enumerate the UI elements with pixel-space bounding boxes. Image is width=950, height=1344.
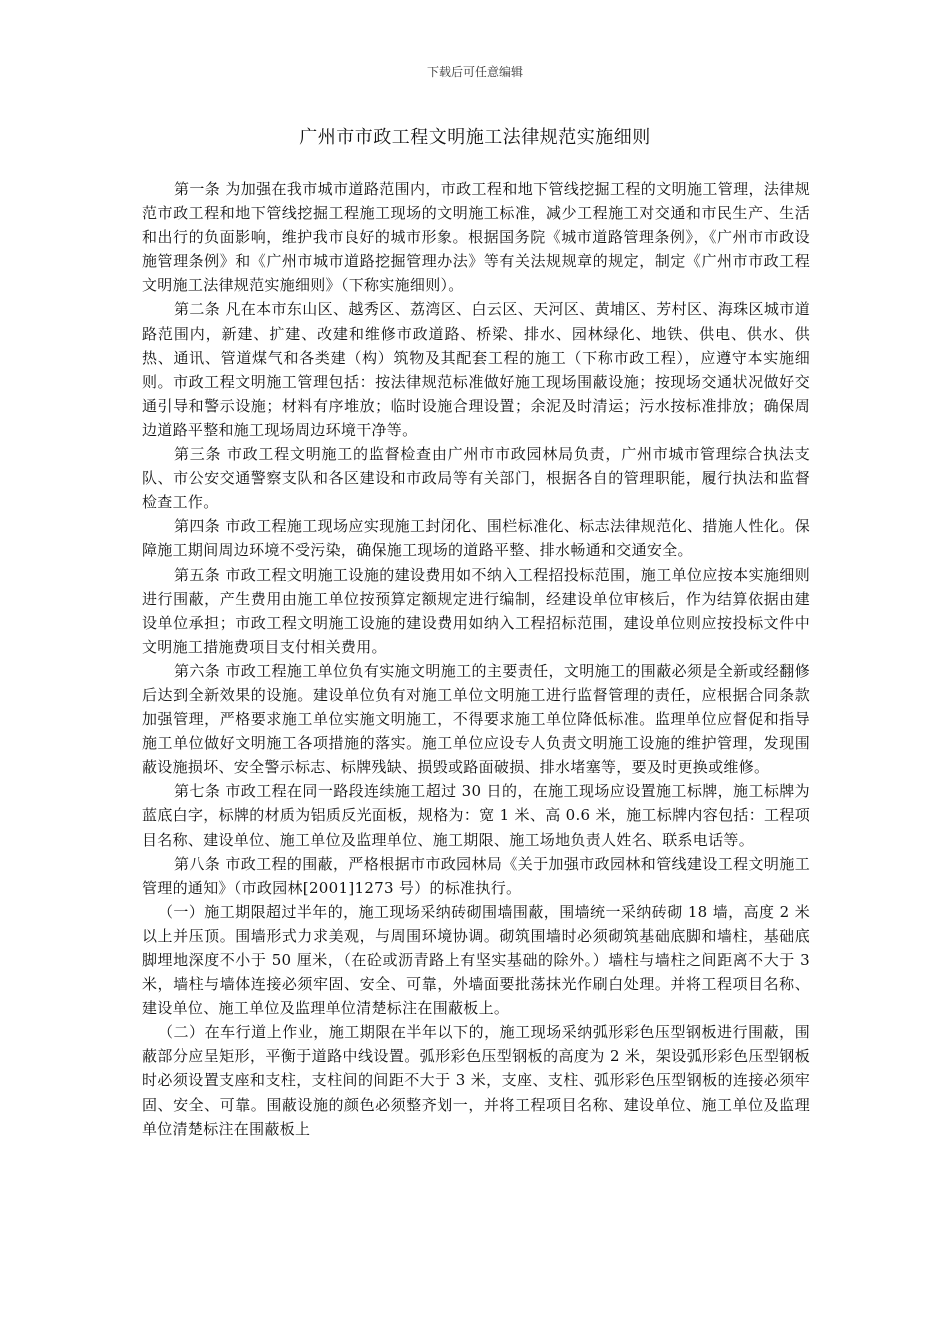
header-note: 下载后可任意编辑 xyxy=(426,65,523,79)
article-8-item-2-paragraph: （二）在车行道上作业，施工期限在半年以下的，施工现场采纳弧形彩色压型钢板进行围蔽，围蔽部分应呈矩形，平衡于道路中线设置。弧形彩色压型钢板的高度为 2 米，架设弧形彩色压型钢板时必须设置支座和支柱，支柱间的间距不大于 3 米，支座、支柱、弧形彩色压型钢板的连接必须牢固、安全、可靠。围蔽设施的颜色必须整齐划一，并将工程项目名称、建设单位、施工单位及监理单位清楚标注在围蔽板上 xyxy=(142,1023,810,1138)
article-3-paragraph: 第三条 市政工程文明施工的监督检查由广州市市政园林局负责，广州市城市管理综合执法支队、市公安交通警察支队和各区建设和市政局等有关部门，根据各自的管理职能，履行执法和监督检查工作。 xyxy=(142,445,810,512)
article-8-item-1-paragraph: （一）施工期限超过半年的，施工现场采纳砖砌围墙围蔽，围墙统一采纳砖砌 18 墙，高度 2 米以上并压顶。围墙形式力求美观，与周围环境协调。砌筑围墙时必须砌筑基础底脚和墙柱，基础底脚埋地深度不小于 50 厘米，（在砼或沥青路上有坚实基础的除外。）墙柱与墙柱之间距离不大于 3 米，墙柱与墙体连接必须牢固、安全、可靠，外墙面要批荡抹光作刷白处理。并将工程项目名称、建设单位、施工单位及监理单位清楚标注在围蔽板上。 xyxy=(142,902,810,1018)
article-5-paragraph: 第五条 市政工程文明施工设施的建设费用如不纳入工程招投标范围，施工单位应按本实施细则进行围蔽，产生费用由施工单位按预算定额规定进行编制，经建设单位审核后，作为结算依据由建设单位承担；市政工程文明施工设施的建设费用如纳入工程招标范围，建设单位则应按投标文件中文明施工措施费项目支付相关费用。 xyxy=(142,565,810,656)
article-7-paragraph: 第七条 市政工程在同一路段连续施工超过 30 日的，在施工现场应设置施工标牌，施工标牌为蓝底白字，标牌的材质为铝质反光面板，规格为：宽 1 米、高 0.6 米，施工标牌内容包括：工程项目名称、建设单位、施工单位及监理单位、施工期限、施工场地负责人姓名、联系电话等。 xyxy=(142,782,810,849)
article-4-paragraph: 第四条 市政工程施工现场应实现施工封闭化、围栏标准化、标志法律规范化、措施人性化。保障施工期间周边环境不受污染，确保施工现场的道路平整、排水畅通和交通安全。 xyxy=(142,517,810,560)
article-1-paragraph: 第一条 为加强在我市城市道路范围内，市政工程和地下管线挖掘工程的文明施工管理，法律规范市政工程和地下管线挖掘工程施工现场的文明施工标准，减少工程施工对交通和市民生产、生活和出行的负面影响，维护我市良好的城市形象。根据国务院《城市道路管理条例》，《广州市市政设施管理条例》和《广州市城市道路挖掘管理办法》等有关法规规章的规定，制定《广州市市政工程文明施工法律规范实施细则》（下称实施细则）。 xyxy=(142,180,810,295)
article-6-paragraph: 第六条 市政工程施工单位负有实施文明施工的主要责任，文明施工的围蔽必须是全新或经翻修后达到全新效果的设施。建设单位负有对施工单位文明施工进行监督管理的责任，应根据合同条款加强管理，严格要求施工单位实施文明施工，不得要求施工单位降低标准。监理单位应督促和指导施工单位做好文明施工各项措施的落实。施工单位应设专人负责文明施工设施的维护管理，发现围蔽设施损坏、安全警示标志、标牌残缺、损毁或路面破损、排水堵塞等，要及时更换或维修。 xyxy=(142,661,810,777)
article-8-paragraph: 第八条 市政工程的围蔽，严格根据市市政园林局《关于加强市政园林和管线建设工程文明施工管理的通知》（市政园林[2001]1273 号）的标准执行。 xyxy=(142,854,810,897)
document-body xyxy=(142,177,810,1141)
document-title: 广州市市政工程文明施工法律规范实施细则 xyxy=(299,127,651,148)
article-2-paragraph: 第二条 凡在本市东山区、越秀区、荔湾区、白云区、天河区、黄埔区、芳村区、海珠区城市道路范围内，新建、扩建、改建和维修市政道路、桥梁、排水、园林绿化、地铁、供电、供水、供热、通讯、管道煤气和各类建（构）筑物及其配套工程的施工（下称市政工程），应遵守本实施细则。市政工程文明施工管理包括：按法律规范标准做好施工现场围蔽设施；按现场交通状况做好交通引导和警示设施；材料有序堆放；临时设施合理设置；余泥及时清运；污水按标准排放；确保周边道路平整和施工现场周边环境干净等。 xyxy=(142,300,810,439)
